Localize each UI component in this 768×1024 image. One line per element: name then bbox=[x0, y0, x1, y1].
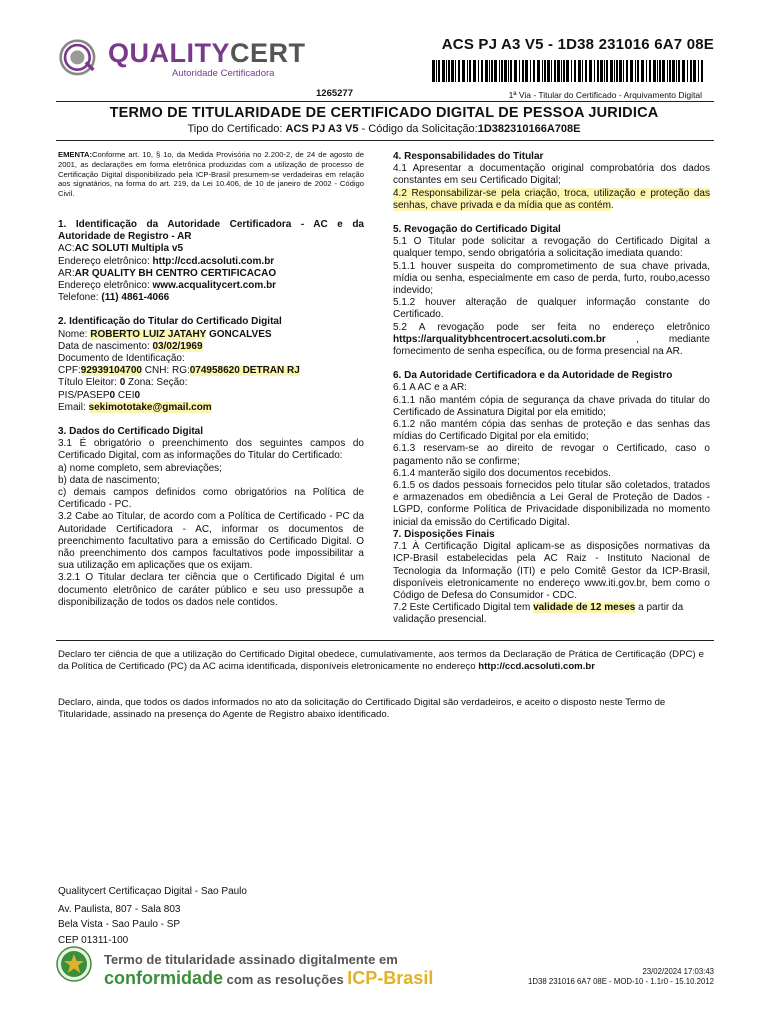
document-number: 1265277 bbox=[316, 88, 353, 99]
brand-subtitle: Autoridade Certificadora bbox=[172, 68, 275, 79]
barcode-icon bbox=[432, 60, 704, 82]
company-name: Qualitycert Certificaçao Digital - Sao Paulo bbox=[58, 886, 247, 897]
footer-reference bbox=[528, 967, 714, 987]
address-street: Av. Paulista, 807 - Sala 803 bbox=[58, 903, 181, 915]
paragraph-4-2: 4.2 Responsabilizar-se pela criação, troca, utilização e proteção das senhas, chave privada e da mídia que as contém. bbox=[393, 187, 710, 211]
dpc-url[interactable]: http://ccd.acsoluti.com.br bbox=[478, 661, 595, 672]
item-c: c) demais campos definidos como obrigatórios na Política de Certificado - PC. bbox=[58, 487, 364, 511]
ac-line: AC:AC SOLUTI Multipla v5 bbox=[58, 243, 184, 255]
paragraph-3-2: 3.2 Cabe ao Titular, de acordo com a Política de Certificado - PC da Autoridade Certificadora - AC, informar os documentos de preenchimento facultativo para a emissão do Certificado Digital. O não preenchimento dos campos facultativos pode impossibilitar a sua utilização em aplicações que os exijam. bbox=[58, 511, 364, 572]
footer-doc-ref: 1D38 231016 6A7 08E - MOD-10 - 1.1r0 - 15.10.2012 bbox=[528, 977, 714, 986]
paragraph-6-1-1: 6.1.1 não mantém cópia de segurança da chave privada do titular do Certificado de Assinatura Digital por ela emitido; bbox=[393, 394, 710, 418]
ac-address: Endereço eletrônico: http://ccd.acsoluti.com.br bbox=[58, 255, 275, 267]
paragraph-3-2-1: 3.2.1 O Titular declara ter ciência que o Certificado Digital é um documento eletrônico de caráter público e seu uso pressupõe a disponibilização de todos os dados nele contidos. bbox=[58, 572, 364, 608]
body-divider bbox=[56, 640, 714, 641]
paragraph-5-1-2: 5.1.2 houver alteração de qualquer informação constante do Certificado. bbox=[393, 297, 710, 321]
telephone: Telefone: (11) 4861-4066 bbox=[58, 292, 170, 304]
paragraph-5-1-1: 5.1.1 houver suspeita do comprometimento de sua chave privada, mídia ou senha, especialmente em caso de perda, furto, roubo,acesso indevido; bbox=[393, 260, 710, 297]
page-subtitle: Tipo do Certificado: ACS PJ A3 V5 - Código da Solicitação:1D382310166A708E bbox=[187, 123, 581, 135]
paragraph-6-1-2: 6.1.2 não mantém cópia das senhas de proteção e das senhas das mídias do Certificado Digital por ela emitido; bbox=[393, 419, 710, 443]
voter-line: Título Eleitor: 0 Zona: Seção: bbox=[58, 377, 188, 389]
header-divider bbox=[56, 101, 714, 102]
declaration-1: Declaro ter ciência de que a utilização do Certificado Digital obedece, cumulativamente, aos termos da Declaração de Prática de Certificação (DPC) e da Política de Certificado (PC) da AC acima identificada, disponíveis eletronicamente no endereço http://ccd.acsoluti.com.br bbox=[58, 649, 704, 672]
email-line: Email: sekimototake@gmail.com bbox=[58, 401, 212, 413]
section-4-heading: 4. Responsabilidades do Titular bbox=[393, 151, 544, 162]
paragraph-6-1-5: 6.1.5 os dados pessoais fornecidos pelo titular são coletados, tratados e armazenados em obediência a Lei Geral de Proteção de Dados - LGPD, conforme Política de Privacidade disponibilizada no momento inicial da emissão do Certificado Digital. bbox=[393, 480, 710, 528]
section-1-heading: 1. Identificação da Autoridade Certificadora - AC e da Autoridade de Registro - AR bbox=[58, 218, 364, 243]
section-5-heading: 5. Revogação do Certificado Digital bbox=[393, 224, 561, 236]
paragraph-5-2: 5.2 A revogação pode ser feita no endereço eletrônico https://arqualitybhcentrocert.acsoluti.com.br , mediante fornecimento de senha específica, ou de forma presencial na AR. bbox=[393, 321, 710, 358]
paragraph-6-1: 6.1 A AC e a AR: bbox=[393, 382, 467, 394]
address-cep: CEP 01311-100 bbox=[58, 934, 129, 946]
via-label: 1ª Via - Titular do Certificado - Arquivamento Digital bbox=[508, 90, 702, 100]
signature-stamp-line1: Termo de titularidade assinado digitalmente em bbox=[104, 952, 398, 967]
declaration-2: Declaro, ainda, que todos os dados informados no ato da solicitação do Certificado Digital são verdadeiros, e aceito o disposto neste Termo de Titularidade, assinado na presença do Agente de Registro abaixo identificado. bbox=[58, 697, 666, 720]
paragraph-4-1: 4.1 Apresentar a documentação original comprobatória dos dados constantes em seu Certificado Digital; bbox=[393, 163, 710, 187]
pis-line: PIS/PASEP0 CEI0 bbox=[58, 389, 141, 401]
left-column bbox=[58, 150, 364, 609]
paragraph-5-1: 5.1 O Titular pode solicitar a revogação do Certificado Digital a qualquer tempo, sendo obrigatória a solicitação imediata quando: bbox=[393, 236, 710, 260]
right-column bbox=[393, 151, 710, 627]
page-title: TERMO DE TITULARIDADE DE CERTIFICADO DIGITAL DE PESSOA JURIDICA bbox=[109, 105, 659, 121]
ar-line: AR:AR QUALITY BH CENTRO CERTIFICACAO bbox=[58, 267, 277, 279]
revocation-url[interactable]: https://arqualitybhcentrocert.acsoluti.com.br bbox=[393, 333, 606, 345]
section-7-heading: 7. Disposições Finais bbox=[393, 528, 495, 540]
footer-datetime: 23/02/2024 17:03:43 bbox=[642, 967, 714, 976]
certificate-code: ACS PJ A3 V5 - 1D38 231016 6A7 08E bbox=[441, 36, 714, 53]
item-a: a) nome completo, sem abreviações; bbox=[58, 462, 222, 474]
signature-stamp-line2: conformidade com as resoluções ICP-Brasil bbox=[104, 968, 434, 988]
section-2-heading: 2. Identificação do Titular do Certificado Digital bbox=[58, 316, 282, 328]
ar-address: Endereço eletrônico: www.acqualitycert.com.br bbox=[58, 280, 277, 291]
icp-star-seal-icon bbox=[56, 946, 92, 982]
item-b: b) data de nascimento; bbox=[58, 474, 160, 486]
brand-name: QUALITYCERT bbox=[108, 38, 306, 68]
id-document-label: Documento de Identificação: bbox=[58, 353, 185, 365]
holder-name: Nome: ROBERTO LUIZ JATAHY GONCALVES bbox=[58, 328, 272, 340]
paragraph-3-1: 3.1 É obrigatório o preenchimento dos seguintes campos do Certificado Digital, com as informações do Titular do Certificado: bbox=[58, 438, 364, 462]
birth-date: Data de nascimento: 03/02/1969 bbox=[58, 340, 203, 352]
paragraph-6-1-4: 6.1.4 manterão sigilo dos documentos recebidos. bbox=[393, 467, 611, 479]
address-district: Bela Vista - Sao Paulo - SP bbox=[58, 919, 181, 930]
section-3-heading: 3. Dados do Certificado Digital bbox=[58, 426, 204, 438]
ementa: EMENTA:Conforme art. 10, § 1o, da Medida Provisória no 2.200-2, de 24 de agosto de 2001, as declarações em forma eletrônica produzidas com a utilização de processo de Certificação Digital disponibilizado pela ICP-Brasil presumem-se verdadeiras em relação aos signatários, na forma do art. 219, da Lei 10.406, de 10 de janeiro de 2002 - Código Civil. bbox=[58, 150, 364, 199]
title-divider bbox=[56, 140, 714, 141]
paragraph-7-1: 7.1 À Certificação Digital aplicam-se as disposições normativas da ICP-Brasil estabelecidas pela AC Raiz - Instituto Nacional de Tecnologia da Informação (ITI) e pelo Comitê Gestor da ICP-Brasil, disponíveis eletronicamente no endereço www.iti.gov.br, bem como o Código de Defesa do Consumidor - CDC. bbox=[393, 541, 710, 601]
section-6-heading: 6. Da Autoridade Certificadora e da Autoridade de Registro bbox=[393, 370, 673, 382]
company-address bbox=[58, 884, 247, 948]
cpf-rg-line: CPF:92939104700 CNH: RG:074958620 DETRAN RJ bbox=[58, 365, 300, 377]
qualitycert-logo-icon bbox=[58, 38, 102, 82]
paragraph-6-1-3: 6.1.3 reservam-se ao direito de revogar o Certificado, caso o pagamento não se confirme; bbox=[393, 443, 710, 467]
paragraph-7-2: 7.2 Este Certificado Digital tem validade de 12 meses a partir da validação presencial. bbox=[393, 602, 684, 626]
